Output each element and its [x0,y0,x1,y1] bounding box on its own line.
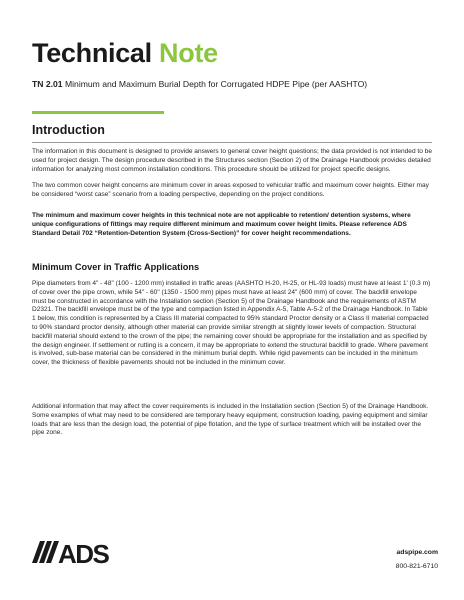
introduction-heading: Introduction [32,123,105,137]
website-link[interactable]: adspipe.com [396,549,438,556]
intro-paragraph-1: The information in this document is designed to provide answers to general cover height questions; the data provided is not intended to be used for project design. The design procedure described in the Structures section (Section 2) of the Drainage Handbook provides detailed information for analyzing most common installation conditions. This procedure should be utilized for project specific designs. [32,148,432,173]
intro-paragraph-3-note: The minimum and maximum cover heights in this technical note are not applicable to retention/ detention systems, where unique configurations of fittings may require different minimum and maximum cover height limits. Please reference ADS Standard Detail 702 “Retention-Detention System (Cross-Section)” for cover height recommendations. [32,212,411,237]
tn-number: TN 2.01 [32,79,63,89]
min-cover-paragraph-1: Pipe diameters from 4" - 48" (100 - 1200 mm) installed in traffic areas (AASHTO H-20, H-25, or HL-93 loads) must have at least 1' (0.3 m) of cover over the pipe crown, while 54" - 60" (1350 - 1500 mm) pipes must have at least 24" (600 mm) of cover. The backfill envelope must be constructed in accordance with the Installation section (Section 5) of the Drainage Handbook and the requirements of ASTM D2321. The backfill envelope must be of the type and compaction listed in Appendix A-5, Table A-5-2 of the Drainage Handbook. In Table 1 below, this condition is represented by a Class III material compacted to 95% standard Proctor density or a Class II material compacted to 90% standard proctor density, although other material can provide similar strength at slightly lower levels of compaction. Structural backfill material should extend to the crown of the pipe; the remaining cover should be appropriate for the installation and as specified by the design engineer. If settlement or rutting is a concern, it may be appropriate to extend the structural backfill to grade. Where pavement is involved, sub-base material can be considered in the minimum burial depth. While rigid pavements can be included in the minimum cover, the thickness of flexible pavements should not be included in the minimum cover. [32,280,431,367]
minimum-cover-heading: Minimum Cover in Traffic Applications [32,262,200,272]
tn-title: Minimum and Maximum Burial Depth for Corrugated HDPE Pipe (per AASHTO) [64,79,368,89]
contact-block [396,546,438,574]
ads-logo [32,537,112,567]
section-divider [32,142,432,143]
document-title [32,38,218,68]
title-technical: Technical [32,38,152,68]
phone-number: 800-821-6710 [395,563,438,570]
logo-wordmark: ADS [58,539,109,567]
accent-divider [32,111,164,114]
document-subtitle [32,79,432,90]
min-cover-paragraph-2: Additional information that may affect the cover requirements is included in the Installation section (Section 5) of the Drainage Handbook. Some examples of what may need to be considered are temporary heavy equipment, construction loading, paving equipment and similar loads that are less than the design load, the potential of pipe flotation, and the type of surface treatment which will be installed over the pipe zone. [32,403,429,437]
title-note: Note [159,38,218,68]
intro-paragraph-2: The two common cover height concerns are minimum cover in areas exposed to vehicular traffic and maximum cover heights. Either may be considered “worst case” scenario from a loading perspective, depending on the project conditions. [32,182,429,198]
